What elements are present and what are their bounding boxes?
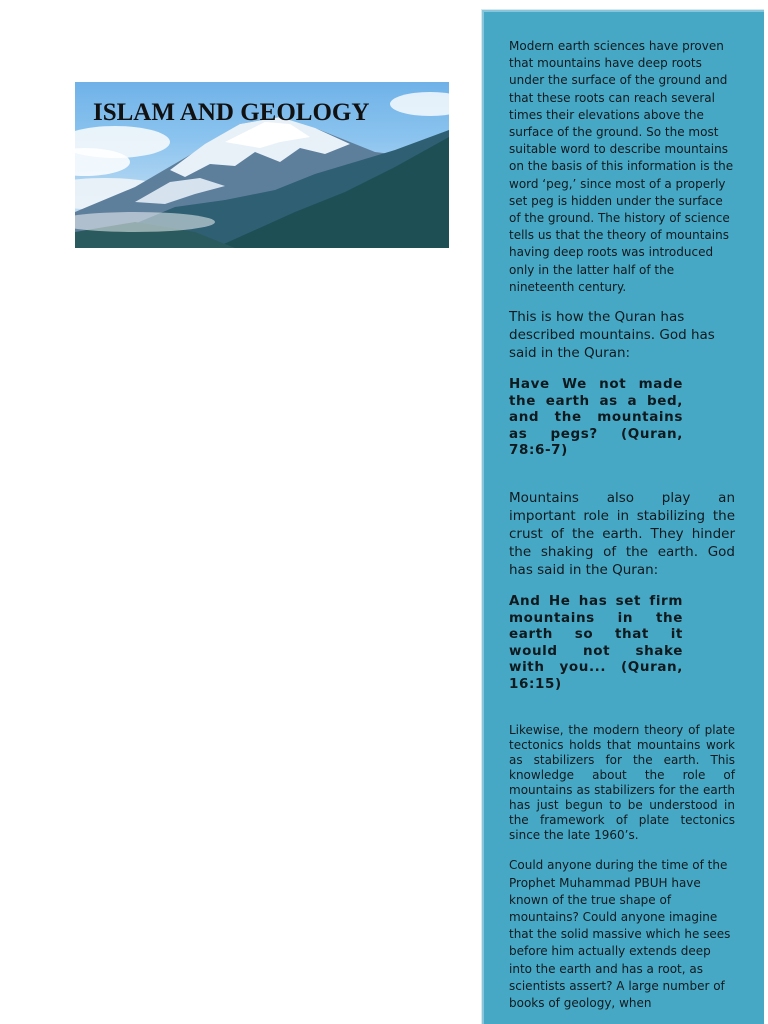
paragraph-stabilizing: Mountains also play an important role in stabilizing the crust of the earth. They hinder the shaking of the earth. God has said in the Quran: (509, 490, 735, 579)
paragraph-plate-tectonics: Likewise, the modern theory of plate tectonics holds that mountains work as stabilizers for the earth. This knowledge about the role of mountains as stabilizers for the earth has just begun to be understood in the framework of plate tectonics since the late 1960’s. (509, 722, 735, 843)
paragraph-roots: Modern earth sciences have proven that mountains have deep roots under the surface of the ground and that these roots can reach several times their elevations above the surface of the ground. So the most suitable word to describe mountains on the basis of this information is the word ‘peg,’ since most of a properly set peg is hidden under the surface of the ground. The history of science tells us that the theory of mountains having deep roots was introduced only in the latter half of the nineteenth century. (509, 39, 734, 294)
quote-pegs: Have We not made the earth as a bed, and the mountains as pegs? (Quran, 78:6-7) (509, 376, 683, 459)
paragraph-question: Could anyone during the time of the Prophet Muhammad PBUH have known of the true shape of mountains? Could anyone imagine that the solid massive which he sees before him actually extends deep into the earth and has a root, as scientists assert? A large number of books of geology, when (509, 858, 731, 1010)
page-title: ISLAM AND GEOLOGY (93, 99, 370, 126)
quote-firm-mountains: And He has set firm mountains in the earth so that it would not shake with you... (Quran, 16:15) (509, 593, 683, 692)
header-banner (75, 82, 449, 248)
sidebar-content (509, 38, 735, 1024)
article-sidebar (481, 9, 764, 1024)
paragraph-quran-intro: This is how the Quran has described mountains. God has said in the Quran: (509, 309, 715, 362)
